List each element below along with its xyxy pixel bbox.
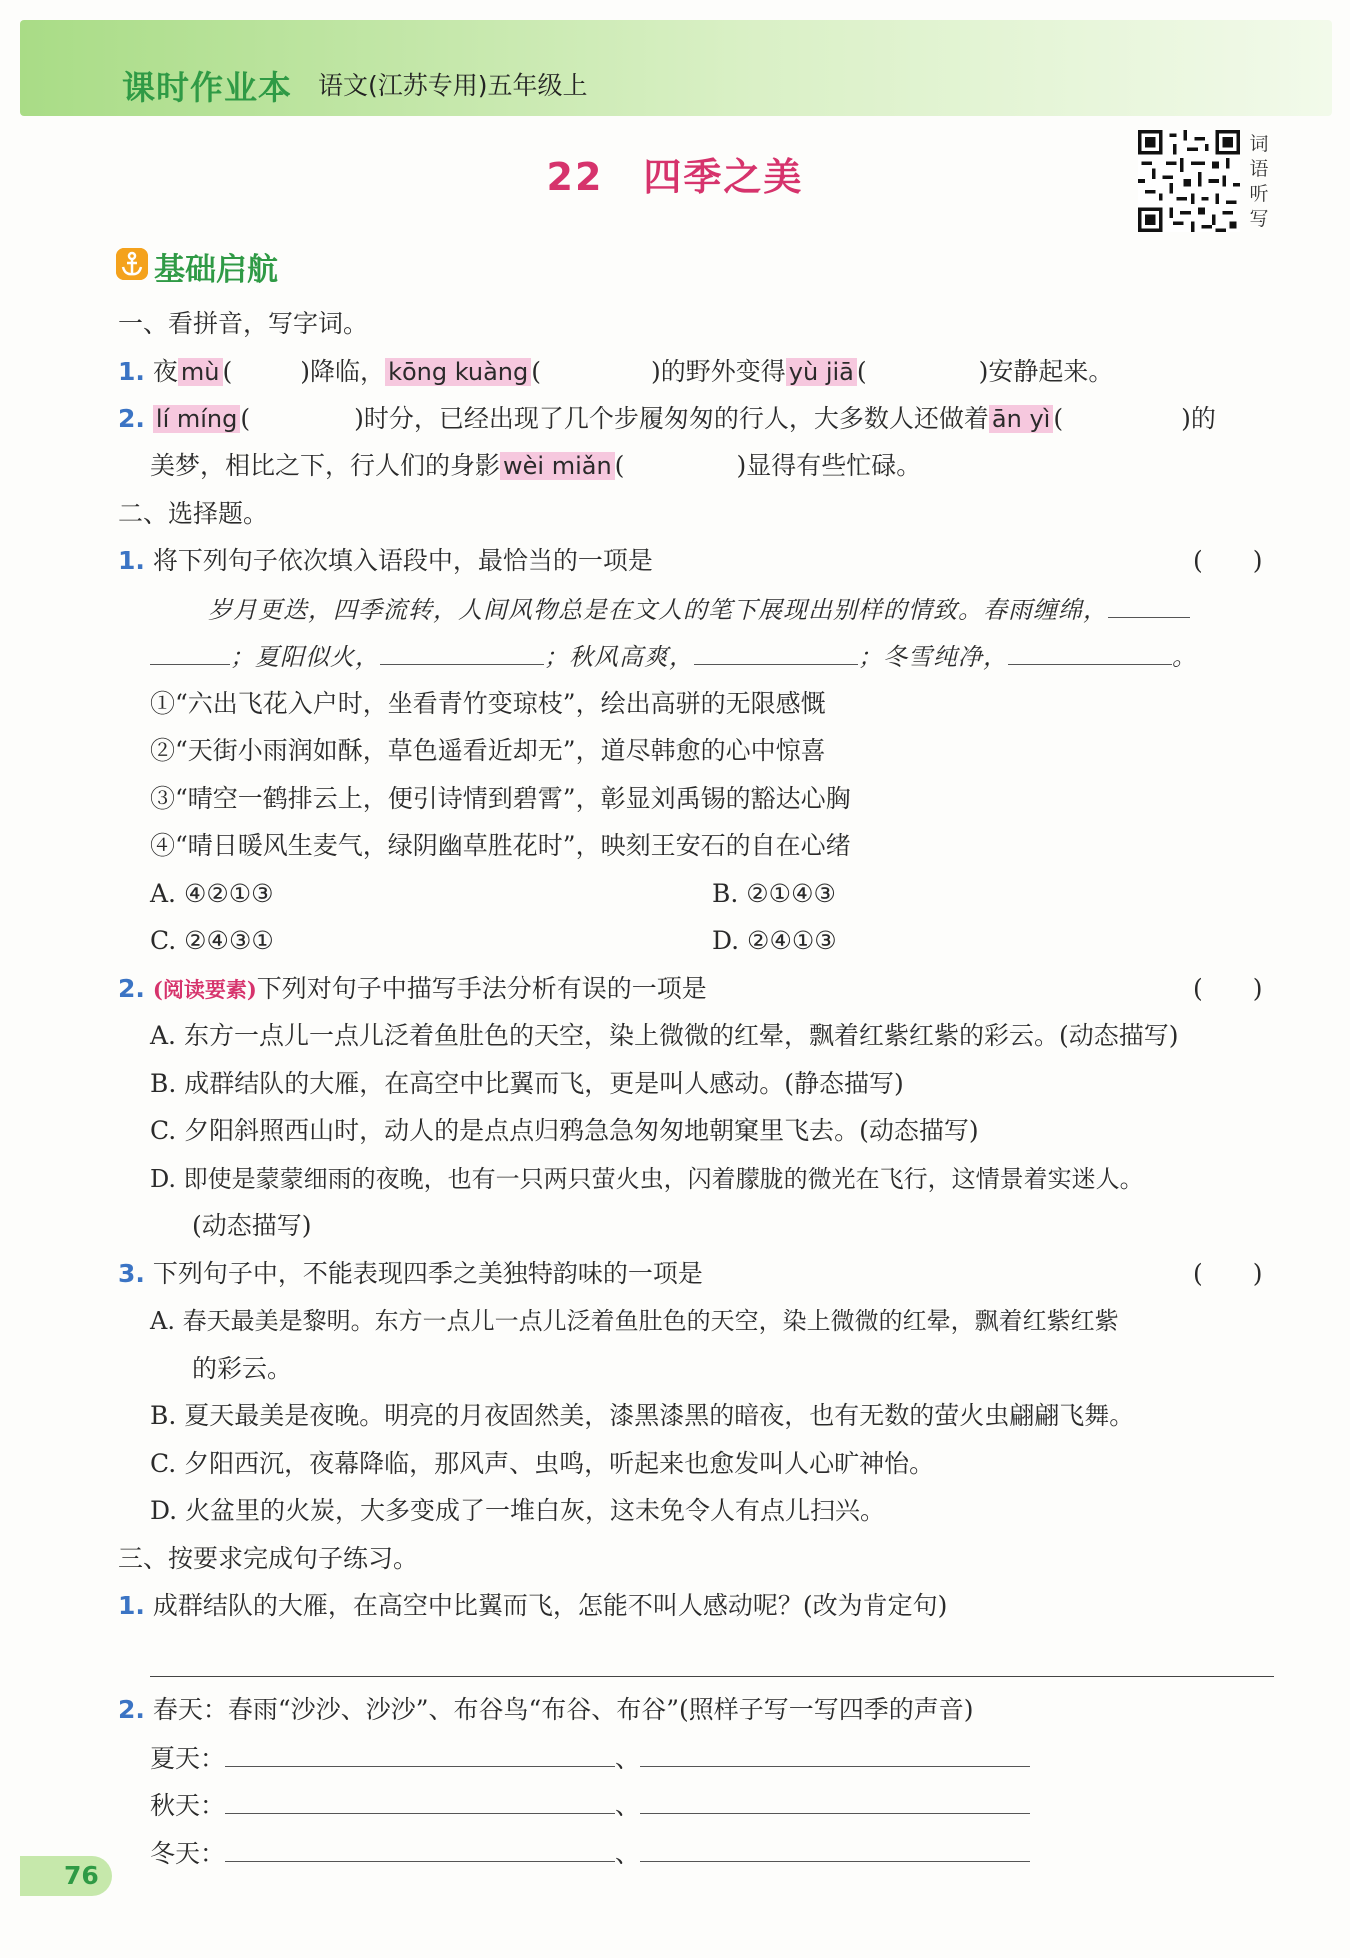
question-number: 2.: [118, 1695, 145, 1724]
pinyin: lí míng: [153, 405, 240, 433]
option-d[interactable]: D. 火盆里的火炭，大多变成了一堆白灰，这未免令人有点儿扫兴。: [150, 1496, 886, 1525]
part2-heading: 二、选择题。: [118, 499, 269, 528]
qr-label-char: 写: [1249, 208, 1269, 230]
answer-line[interactable]: [640, 1833, 1030, 1862]
passage-text: 岁月更迭，四季流转，人间风物总是在文人的笔下展现出别样的情致。春雨缠绵，: [208, 596, 1108, 624]
pinyin: wèi miǎn: [500, 452, 615, 480]
answer-blank[interactable]: (: [240, 404, 251, 433]
passage-text: ；冬雪纯净，: [858, 643, 1008, 671]
section-title: 基础启航: [154, 252, 278, 288]
answer-paren[interactable]: ( ): [1193, 546, 1263, 575]
part1-q2: [118, 399, 1216, 439]
option-c[interactable]: C. ②④③①: [150, 926, 274, 955]
question-text: 成群结队的大雁，在高空中比翼而飞，怎能不叫人感动呢？(改为肯定句): [152, 1591, 948, 1620]
anchor-icon: [116, 248, 148, 280]
separator: 、: [615, 1744, 641, 1773]
season-label: 秋天：: [150, 1791, 226, 1820]
season-row-autumn: [150, 1785, 1030, 1826]
text: 的野外变得: [660, 357, 786, 386]
option-c[interactable]: C. 夕阳斜照西山时，动人的是点点归鸦急急匆匆地朝窠里飞去。(动态描写): [150, 1116, 979, 1145]
option-b[interactable]: B. 成群结队的大雁，在高空中比翼而飞，更是叫人感动。(静态描写): [150, 1069, 904, 1098]
answer-line[interactable]: [640, 1785, 1030, 1814]
option-d-cont: (动态描写): [192, 1211, 312, 1240]
list-item: ①“六出飞花入户时，坐看青竹变琼枝”，绘出高骈的无限感慨: [150, 689, 826, 718]
option-a[interactable]: A. ④②①③: [150, 879, 274, 908]
text: 显得有些忙碌。: [746, 451, 922, 480]
part2-q2-stem: [118, 969, 707, 1010]
qr-label-char: 语: [1249, 158, 1269, 180]
question-number: 2.: [118, 404, 145, 433]
option-a[interactable]: A. 东方一点儿一点儿泛着鱼肚色的天空，染上微微的红晕，飘着红紫红紫的彩云。(动态描写): [150, 1021, 1179, 1050]
answer-paren[interactable]: ( ): [1193, 1259, 1263, 1288]
question-stem: 下列句子中，不能表现四季之美独特韵味的一项是: [152, 1259, 703, 1288]
part1-heading: 一、看拼音，写字词。: [118, 309, 369, 338]
answer-line[interactable]: [640, 1738, 1030, 1767]
qr-label-char: 词: [1249, 133, 1269, 155]
question-text: 春天：春雨“沙沙、沙沙”、布谷鸟“布谷、布谷”(照样子写一写四季的声音): [152, 1695, 974, 1724]
answer-line[interactable]: [225, 1738, 615, 1767]
book-brand: 课时作业本: [122, 68, 292, 107]
page-number: 76: [64, 1861, 99, 1890]
qr-code-icon[interactable]: [1138, 130, 1240, 232]
page-number-tab: [20, 1856, 112, 1896]
pinyin: ān yì: [989, 405, 1053, 433]
qr-label-char: 听: [1249, 183, 1269, 205]
paren-close: ): [300, 357, 311, 386]
part3-q2: [118, 1690, 974, 1730]
question-stem: 将下列句子依次填入语段中，最恰当的一项是: [152, 546, 653, 575]
passage-text: ；秋风高爽，: [544, 643, 694, 671]
separator: 、: [615, 1791, 641, 1820]
passage-line-2: [150, 636, 1197, 677]
pinyin: kōng kuàng: [385, 358, 531, 386]
paren-close: ): [1181, 404, 1191, 433]
book-subject: 语文(江苏专用)五年级上: [318, 71, 588, 100]
passage-text: ；夏阳似火，: [230, 643, 380, 671]
question-number: 1.: [118, 357, 145, 386]
season-label: 冬天：: [150, 1839, 226, 1868]
season-label: 夏天：: [150, 1744, 226, 1773]
answer-blank[interactable]: (: [1053, 404, 1064, 433]
part3-heading: 三、按要求完成句子练习。: [118, 1544, 419, 1573]
paren-close: ): [978, 357, 989, 386]
list-item: ④“晴日暖风生麦气，绿阴幽草胜花时”，映刻王安石的自在心绪: [150, 831, 851, 860]
question-number: 1.: [118, 546, 145, 575]
question-number: 3.: [118, 1259, 145, 1288]
fill-blank[interactable]: [1108, 589, 1190, 618]
fill-blank[interactable]: [1008, 636, 1172, 665]
option-a[interactable]: A. 春天最美是黎明。东方一点儿一点儿泛着鱼肚色的天空，染上微微的红晕，飘着红紫红紫: [150, 1307, 1119, 1335]
pinyin: mù: [178, 358, 223, 386]
option-b[interactable]: B. 夏天最美是夜晚。明亮的月夜固然美，漆黑漆黑的暗夜，也有无数的萤火虫翩翩飞舞。: [150, 1401, 1135, 1430]
part1-q2-cont: [150, 446, 921, 486]
answer-line[interactable]: [225, 1833, 615, 1862]
list-item: ②“天街小雨润如酥，草色遥看近却无”，道尽韩愈的心中惊喜: [150, 736, 826, 765]
qr-label: [1247, 132, 1271, 232]
separator: 、: [615, 1839, 641, 1868]
fill-blank[interactable]: [380, 636, 544, 665]
text: 的: [1190, 404, 1216, 433]
option-a-cont: 的彩云。: [192, 1354, 293, 1383]
season-row-winter: [150, 1833, 1030, 1874]
paren-close: ): [354, 404, 364, 433]
text: 降临，: [310, 357, 386, 386]
answer-blank[interactable]: (: [531, 357, 542, 386]
reading-tag: (阅读要素): [152, 977, 257, 1002]
option-d[interactable]: D. ②④①③: [712, 926, 837, 955]
answer-line[interactable]: [150, 1676, 1274, 1677]
part1-q1: [118, 352, 1113, 392]
list-item: ③“晴空一鹤排云上，便引诗情到碧霄”，彰显刘禹锡的豁达心胸: [150, 784, 851, 813]
answer-line[interactable]: [225, 1785, 615, 1814]
answer-blank[interactable]: (: [856, 357, 867, 386]
fill-blank[interactable]: [150, 636, 230, 665]
option-b[interactable]: B. ②①④③: [712, 879, 836, 908]
answer-blank[interactable]: (: [222, 357, 233, 386]
passage-line-1: [208, 589, 1190, 630]
question-stem: 下列对句子中描写手法分析有误的一项是: [256, 974, 707, 1003]
text: 美梦，相比之下，行人们的身影: [150, 451, 501, 480]
part2-q1-stem: [118, 541, 653, 581]
paren-close: ): [736, 451, 747, 480]
season-row-summer: [150, 1738, 1030, 1779]
passage-text: 。: [1172, 643, 1197, 671]
paren-close: ): [651, 357, 661, 386]
text: 时分，已经出现了几个步履匆匆的行人，大多数人还做着: [363, 404, 989, 433]
option-c[interactable]: C. 夕阳西沉，夜幕降临，那风声、虫鸣，听起来也愈发叫人心旷神怡。: [150, 1449, 935, 1478]
option-d[interactable]: D. 即使是蒙蒙细雨的夜晚，也有一只两只萤火虫，闪着朦胧的微光在飞行，这情景着实迷人。: [150, 1165, 1144, 1193]
answer-blank[interactable]: (: [614, 451, 625, 480]
question-number: 1.: [118, 1591, 145, 1620]
lesson-title: 22 四季之美: [546, 155, 804, 199]
pinyin: yù jiā: [786, 358, 857, 386]
text: 夜: [152, 357, 178, 386]
part2-q3-stem: [118, 1254, 703, 1294]
question-number: 2.: [118, 974, 145, 1003]
text: 安静起来。: [988, 357, 1114, 386]
part3-q1: [118, 1586, 947, 1626]
answer-paren[interactable]: ( ): [1193, 974, 1263, 1003]
fill-blank[interactable]: [694, 636, 858, 665]
